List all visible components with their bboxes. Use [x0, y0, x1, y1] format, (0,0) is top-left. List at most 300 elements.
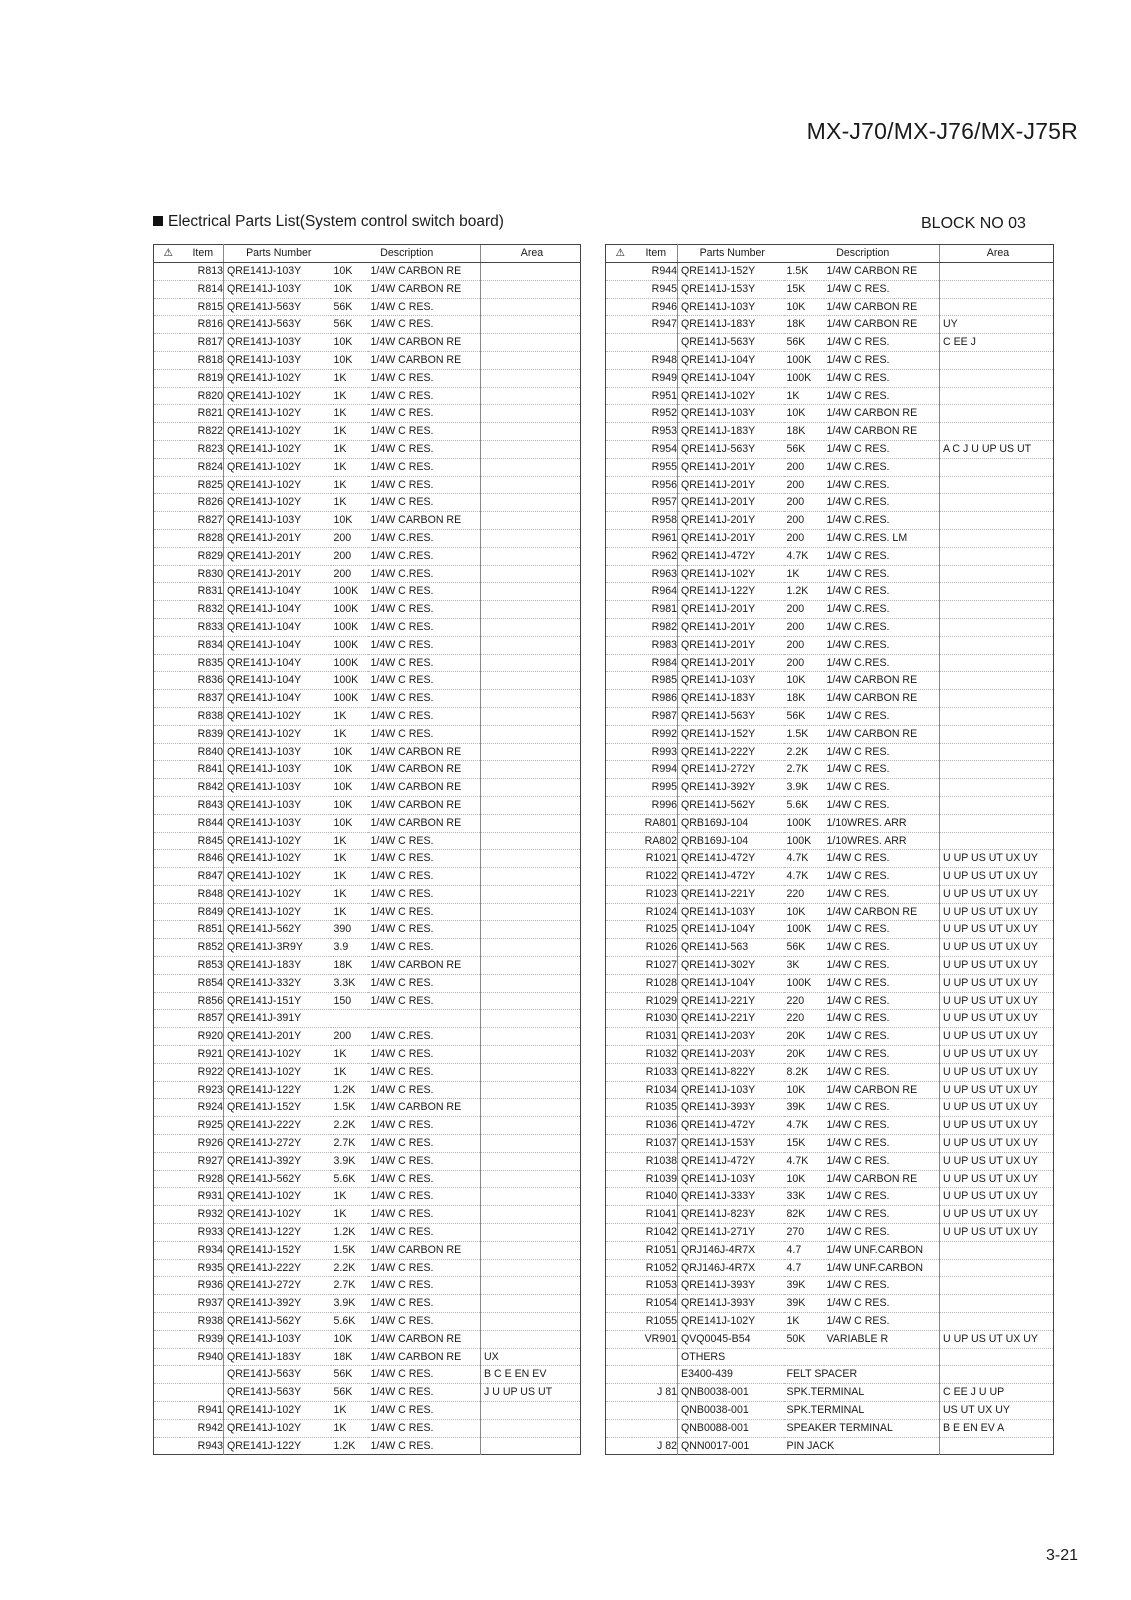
part-number-cell: QRE141J-562Y — [224, 921, 331, 939]
area-cell — [481, 351, 581, 369]
description-cell: 1/4W C RES. — [368, 423, 481, 441]
warn-cell — [154, 440, 180, 458]
area-cell — [481, 974, 581, 992]
warn-cell — [154, 1384, 180, 1402]
area-cell: U UP US UT UX UY — [940, 885, 1054, 903]
description-cell: 1/4W C RES. — [824, 1010, 940, 1028]
part-number-cell: QRE141J-393Y — [678, 1099, 784, 1117]
value-cell: 1K — [331, 405, 368, 423]
value-cell: 200 — [331, 565, 368, 583]
description-cell: 1/4W C RES. — [368, 369, 481, 387]
description-cell: 1/4W C RES. — [368, 1313, 481, 1331]
warn-cell — [606, 1152, 632, 1170]
description-cell: 1/4W C RES. — [824, 1277, 940, 1295]
part-number-cell: QRE141J-152Y — [678, 263, 784, 281]
item-cell: R846 — [180, 850, 224, 868]
area-cell — [481, 476, 581, 494]
item-cell: R1038 — [632, 1152, 678, 1170]
warn-cell — [154, 387, 180, 405]
area-cell — [940, 743, 1054, 761]
description-cell: 1/4W C RES. — [368, 405, 481, 423]
item-cell: R963 — [632, 565, 678, 583]
table-row — [154, 707, 581, 725]
value-cell: 1.5K — [784, 263, 824, 281]
table-row — [606, 743, 1054, 761]
warn-cell — [606, 1348, 632, 1366]
value-cell: SPK.TERMINAL — [784, 1402, 824, 1420]
table-row — [154, 725, 581, 743]
table-row — [606, 1277, 1054, 1295]
table-row — [154, 885, 581, 903]
table-row — [154, 369, 581, 387]
table-row — [154, 1419, 581, 1437]
column-header-item: Item — [180, 245, 224, 263]
item-cell: R817 — [180, 334, 224, 352]
description-cell: 1/4W C.RES. — [368, 529, 481, 547]
description-cell: 1/4W C RES. — [824, 280, 940, 298]
value-cell: 15K — [784, 280, 824, 298]
table-row — [606, 1224, 1054, 1242]
part-number-cell: QRE141J-103Y — [224, 779, 331, 797]
value-cell: 1K — [331, 707, 368, 725]
area-cell — [481, 1028, 581, 1046]
item-cell: VR901 — [632, 1330, 678, 1348]
item-cell: R1026 — [632, 939, 678, 957]
warn-cell — [154, 405, 180, 423]
area-cell — [940, 796, 1054, 814]
area-cell: U UP US UT UX UY — [940, 1224, 1054, 1242]
part-number-cell: QRE141J-472Y — [678, 547, 784, 565]
table-row — [606, 1152, 1054, 1170]
value-cell: 8.2K — [784, 1063, 824, 1081]
item-cell: J 82 — [632, 1437, 678, 1455]
value-cell: 390 — [331, 921, 368, 939]
item-cell: R1036 — [632, 1117, 678, 1135]
part-number-cell: QRE141J-104Y — [224, 672, 331, 690]
area-cell — [481, 369, 581, 387]
value-cell: 5.6K — [331, 1170, 368, 1188]
item-cell: R856 — [180, 992, 224, 1010]
description-cell: 1/4W C RES. — [368, 672, 481, 690]
warn-cell — [154, 903, 180, 921]
part-number-cell: QRE141J-102Y — [224, 885, 331, 903]
warn-cell — [606, 868, 632, 886]
value-cell: 56K — [784, 334, 824, 352]
area-cell — [940, 529, 1054, 547]
column-header-area: Area — [940, 245, 1054, 263]
warn-cell — [154, 636, 180, 654]
area-cell: U UP US UT UX UY — [940, 903, 1054, 921]
area-cell — [940, 547, 1054, 565]
description-cell: 1/4W C.RES. — [824, 494, 940, 512]
table-row — [606, 263, 1054, 281]
part-number-cell: QRE141J-102Y — [224, 868, 331, 886]
item-cell: R847 — [180, 868, 224, 886]
warn-cell — [154, 1348, 180, 1366]
table-row — [154, 1081, 581, 1099]
warn-cell — [154, 458, 180, 476]
table-row — [606, 903, 1054, 921]
area-cell — [481, 725, 581, 743]
description-cell: 1/4W CARBON RE — [824, 316, 940, 334]
warn-cell — [606, 1010, 632, 1028]
area-cell: J U UP US UT — [481, 1384, 581, 1402]
area-cell — [940, 351, 1054, 369]
description-cell: 1/4W CARBON RE — [368, 1241, 481, 1259]
item-cell: R987 — [632, 707, 678, 725]
item-cell: R849 — [180, 903, 224, 921]
warn-cell — [606, 423, 632, 441]
warn-cell — [154, 885, 180, 903]
value-cell: 3.9 — [331, 939, 368, 957]
table-row — [154, 672, 581, 690]
item-cell: R1055 — [632, 1313, 678, 1331]
description-cell: 1/4W CARBON RE — [368, 779, 481, 797]
item-cell: R938 — [180, 1313, 224, 1331]
area-cell — [481, 547, 581, 565]
area-cell: U UP US UT UX UY — [940, 1188, 1054, 1206]
value-cell: 1K — [331, 440, 368, 458]
item-cell: R983 — [632, 636, 678, 654]
item-cell: R853 — [180, 957, 224, 975]
value-cell: 18K — [331, 957, 368, 975]
area-cell — [481, 565, 581, 583]
value-cell: 56K — [331, 298, 368, 316]
item-cell: R927 — [180, 1152, 224, 1170]
area-cell — [481, 512, 581, 530]
table-row — [606, 334, 1054, 352]
part-number-cell: QRJ146J-4R7X — [678, 1259, 784, 1277]
table-row — [606, 1366, 1054, 1384]
area-cell — [481, 1277, 581, 1295]
area-cell — [481, 779, 581, 797]
table-row — [606, 636, 1054, 654]
area-cell — [940, 636, 1054, 654]
part-number-cell: QRE141J-332Y — [224, 974, 331, 992]
part-number-cell: QRE141J-103Y — [678, 672, 784, 690]
table-row — [154, 1152, 581, 1170]
table-row — [154, 1241, 581, 1259]
description-cell: 1/4W CARBON RE — [368, 1099, 481, 1117]
area-cell — [481, 850, 581, 868]
area-cell: U UP US UT UX UY — [940, 1063, 1054, 1081]
item-cell: R944 — [632, 263, 678, 281]
part-number-cell: QRE141J-562Y — [224, 1170, 331, 1188]
item-cell: R952 — [632, 405, 678, 423]
warn-cell — [606, 1419, 632, 1437]
part-number-cell: QRE141J-203Y — [678, 1046, 784, 1064]
description-cell: 1/4W CARBON RE — [368, 280, 481, 298]
value-cell: 1K — [331, 850, 368, 868]
warn-cell — [606, 903, 632, 921]
item-cell: R1040 — [632, 1188, 678, 1206]
value-cell: 56K — [331, 1384, 368, 1402]
table-row — [154, 1224, 581, 1242]
part-number-cell: QRE141J-563Y — [678, 334, 784, 352]
warn-cell — [154, 761, 180, 779]
part-number-cell: QRE141J-102Y — [224, 1402, 331, 1420]
value-cell: 100K — [784, 974, 824, 992]
part-number-cell: QRE141J-183Y — [224, 957, 331, 975]
table-row — [606, 1384, 1054, 1402]
item-cell: R826 — [180, 494, 224, 512]
warn-cell — [606, 1188, 632, 1206]
warn-cell — [606, 458, 632, 476]
table-row — [154, 405, 581, 423]
area-cell — [940, 1295, 1054, 1313]
description-cell: 1/4W CARBON RE — [368, 957, 481, 975]
warn-cell — [154, 1028, 180, 1046]
value-cell: 1.5K — [331, 1241, 368, 1259]
part-number-cell: QRE141J-103Y — [678, 1170, 784, 1188]
part-number-cell: QRE141J-201Y — [224, 547, 331, 565]
part-number-cell: QRE141J-103Y — [224, 280, 331, 298]
description-cell: 1/4W CARBON RE — [368, 761, 481, 779]
item-cell: R933 — [180, 1224, 224, 1242]
value-cell: 1K — [331, 458, 368, 476]
item-cell: R1031 — [632, 1028, 678, 1046]
part-number-cell: QRE141J-392Y — [224, 1152, 331, 1170]
value-cell: 5.6K — [331, 1313, 368, 1331]
warn-cell — [154, 974, 180, 992]
warn-cell — [606, 743, 632, 761]
area-cell — [481, 1063, 581, 1081]
item-cell: R982 — [632, 618, 678, 636]
value-cell: 100K — [331, 672, 368, 690]
item-cell: R951 — [632, 387, 678, 405]
item-cell: R995 — [632, 779, 678, 797]
item-cell: R838 — [180, 707, 224, 725]
part-number-cell: QNB0088-001 — [678, 1419, 784, 1437]
description-cell: 1/4W C RES. — [368, 885, 481, 903]
item-cell: R948 — [632, 351, 678, 369]
warn-cell — [154, 1419, 180, 1437]
description-cell: 1/4W C RES. — [824, 868, 940, 886]
area-cell — [481, 957, 581, 975]
item-cell: R992 — [632, 725, 678, 743]
part-number-cell: QRE141J-152Y — [224, 1241, 331, 1259]
value-cell: 200 — [784, 529, 824, 547]
area-cell — [481, 263, 581, 281]
description-cell: 1/4W C RES. — [824, 850, 940, 868]
description-cell: 1/4W C RES. — [824, 1188, 940, 1206]
value-cell: 100K — [331, 618, 368, 636]
value-cell: 100K — [784, 832, 824, 850]
area-cell — [481, 1188, 581, 1206]
item-cell: R822 — [180, 423, 224, 441]
warn-cell — [154, 369, 180, 387]
part-number-cell: QRE141J-201Y — [678, 494, 784, 512]
part-number-cell: QRE141J-103Y — [224, 351, 331, 369]
item-cell: R941 — [180, 1402, 224, 1420]
part-number-cell: QRE141J-221Y — [678, 1010, 784, 1028]
bullet-square-icon — [153, 216, 163, 226]
warn-cell — [154, 547, 180, 565]
table-row — [154, 1313, 581, 1331]
table-row — [606, 957, 1054, 975]
item-cell — [632, 1402, 678, 1420]
table-row — [606, 458, 1054, 476]
part-number-cell: QRE141J-201Y — [224, 529, 331, 547]
table-header-row — [606, 245, 1054, 263]
part-number-cell: QRE141J-3R9Y — [224, 939, 331, 957]
table-row — [606, 1295, 1054, 1313]
table-row — [606, 1046, 1054, 1064]
part-number-cell: QRE141J-562Y — [678, 796, 784, 814]
description-cell: 1/4W C RES. — [824, 1099, 940, 1117]
description-cell: 1/4W C RES. — [824, 957, 940, 975]
area-cell: U UP US UT UX UY — [940, 868, 1054, 886]
table-row — [606, 280, 1054, 298]
item-cell: R947 — [632, 316, 678, 334]
table-row — [154, 654, 581, 672]
item-cell: R821 — [180, 405, 224, 423]
part-number-cell: QRE141J-122Y — [224, 1224, 331, 1242]
item-cell: R962 — [632, 547, 678, 565]
part-number-cell: QRE141J-104Y — [224, 690, 331, 708]
area-cell: A C J U UP US UT — [940, 440, 1054, 458]
table-row — [154, 565, 581, 583]
table-row — [154, 280, 581, 298]
item-cell: R1021 — [632, 850, 678, 868]
table-row — [606, 921, 1054, 939]
warn-cell — [154, 796, 180, 814]
item-cell: R922 — [180, 1063, 224, 1081]
value-cell: 1K — [784, 565, 824, 583]
area-cell — [940, 707, 1054, 725]
value-cell — [331, 1010, 368, 1028]
area-cell — [481, 298, 581, 316]
warn-cell — [606, 263, 632, 281]
table-row — [606, 1081, 1054, 1099]
description-cell: 1/4W C RES. — [824, 1117, 940, 1135]
warn-cell — [606, 1135, 632, 1153]
area-cell — [940, 690, 1054, 708]
safety-warning-icon: ⚠ — [154, 245, 180, 263]
part-number-cell: QRE141J-103Y — [224, 743, 331, 761]
description-cell: 1/4W C RES. — [368, 1437, 481, 1455]
warn-cell — [606, 939, 632, 957]
value-cell: 100K — [331, 690, 368, 708]
table-row — [154, 1028, 581, 1046]
item-cell: R842 — [180, 779, 224, 797]
item-cell: R837 — [180, 690, 224, 708]
table-row — [606, 494, 1054, 512]
part-number-cell: QRE141J-203Y — [678, 1028, 784, 1046]
area-cell: U UP US UT UX UY — [940, 1099, 1054, 1117]
table-row — [154, 263, 581, 281]
area-cell — [481, 1224, 581, 1242]
part-number-cell: QRE141J-472Y — [678, 850, 784, 868]
area-cell: U UP US UT UX UY — [940, 939, 1054, 957]
description-cell: 1/4W C RES. — [368, 1206, 481, 1224]
area-cell: U UP US UT UX UY — [940, 992, 1054, 1010]
warn-cell — [154, 1277, 180, 1295]
description-cell: 1/4W C RES. — [824, 334, 940, 352]
value-cell: 200 — [331, 1028, 368, 1046]
value-cell: 4.7 — [784, 1241, 824, 1259]
table-row — [154, 690, 581, 708]
description-cell: 1/4W C RES. — [368, 832, 481, 850]
value-cell: 18K — [784, 316, 824, 334]
area-cell — [481, 458, 581, 476]
description-cell: 1/4W C RES. — [824, 1224, 940, 1242]
value-cell: 4.7 — [784, 1259, 824, 1277]
table-row — [154, 458, 581, 476]
warn-cell — [606, 885, 632, 903]
warn-cell — [154, 1366, 180, 1384]
part-number-cell: QRE141J-183Y — [678, 316, 784, 334]
part-number-cell: QRE141J-221Y — [678, 992, 784, 1010]
value-cell: 10K — [331, 334, 368, 352]
value-cell: 39K — [784, 1295, 824, 1313]
item-cell: R923 — [180, 1081, 224, 1099]
table-row — [606, 1188, 1054, 1206]
description-cell: 1/4W C RES. — [824, 547, 940, 565]
table-row — [154, 974, 581, 992]
table-row — [154, 1348, 581, 1366]
part-number-cell: QRE141J-201Y — [678, 636, 784, 654]
description-cell: 1/4W UNF.CARBON — [824, 1259, 940, 1277]
part-number-cell: QRE141J-104Y — [678, 974, 784, 992]
description-cell: 1/4W CARBON RE — [824, 263, 940, 281]
value-cell: 150 — [331, 992, 368, 1010]
area-cell — [940, 814, 1054, 832]
value-cell: 2.2K — [784, 743, 824, 761]
item-cell: R841 — [180, 761, 224, 779]
value-cell: 15K — [784, 1135, 824, 1153]
description-cell: 1/4W C.RES. — [824, 458, 940, 476]
item-cell: R835 — [180, 654, 224, 672]
part-number-cell: QRB169J-104 — [678, 814, 784, 832]
part-number-cell: QRE141J-271Y — [678, 1224, 784, 1242]
description-cell: 1/4W CARBON RE — [824, 903, 940, 921]
description-cell: 1/4W C RES. — [824, 974, 940, 992]
warn-cell — [154, 1170, 180, 1188]
warn-cell — [154, 1135, 180, 1153]
part-number-cell: QRE141J-102Y — [224, 440, 331, 458]
part-number-cell: QRE141J-104Y — [678, 921, 784, 939]
area-cell — [940, 601, 1054, 619]
warn-cell — [606, 601, 632, 619]
warn-cell — [606, 280, 632, 298]
warn-cell — [154, 494, 180, 512]
area-cell — [481, 387, 581, 405]
value-cell: 200 — [331, 547, 368, 565]
warn-cell — [154, 1206, 180, 1224]
warn-cell — [606, 1206, 632, 1224]
area-cell — [481, 1206, 581, 1224]
warn-cell — [606, 796, 632, 814]
description-cell: 1/4W C RES. — [368, 476, 481, 494]
value-cell: SPK.TERMINAL — [784, 1384, 824, 1402]
warn-cell — [154, 423, 180, 441]
description-cell: 1/4W C RES. — [368, 1152, 481, 1170]
item-cell: R830 — [180, 565, 224, 583]
area-cell — [940, 1259, 1054, 1277]
description-cell: 1/4W C RES. — [824, 369, 940, 387]
value-cell: 200 — [784, 654, 824, 672]
item-cell: R819 — [180, 369, 224, 387]
item-cell: R937 — [180, 1295, 224, 1313]
item-cell: R945 — [632, 280, 678, 298]
value-cell: 100K — [784, 921, 824, 939]
warn-cell — [606, 351, 632, 369]
value-cell: 2.2K — [331, 1117, 368, 1135]
item-cell: R996 — [632, 796, 678, 814]
part-number-cell: QRE141J-103Y — [678, 405, 784, 423]
warn-cell — [154, 476, 180, 494]
